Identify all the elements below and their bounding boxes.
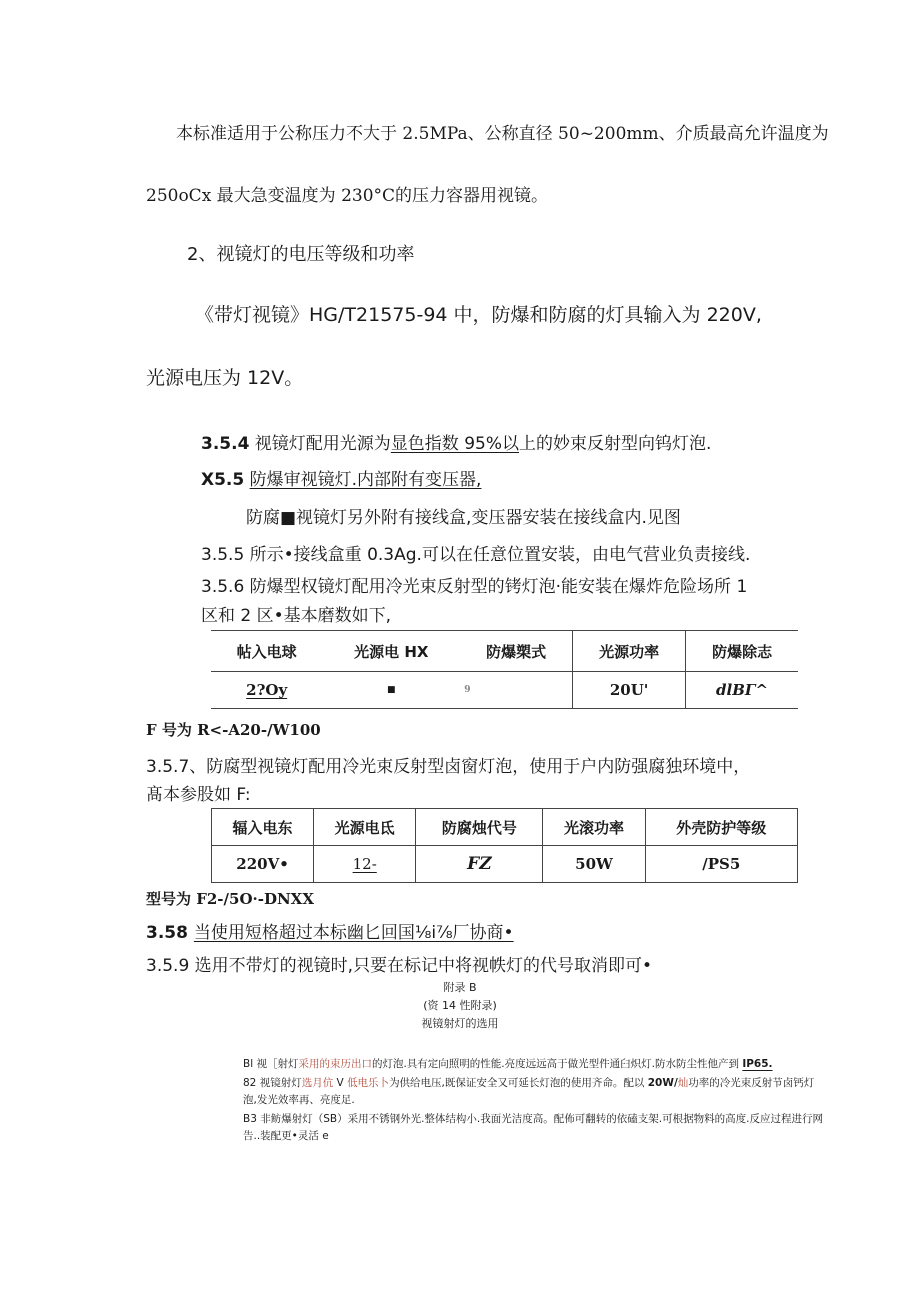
- table-header-cell: 防腐烛代号: [416, 809, 543, 846]
- hg-paragraph-line-2: 光源电压为 12V。: [146, 367, 304, 389]
- intro-line-2: 250oCx 最大急变温度为 230°C的压力容器用视镜。: [146, 186, 549, 206]
- anticorrosion-params-table: [211, 808, 798, 883]
- clause-x5-5-line-2: 防腐■视镜灯另外附有接线盒,变压器安装在接线盒内.见图: [246, 508, 681, 528]
- clause-x5-5-number: X5.5: [201, 470, 245, 490]
- table-cell: 12-: [314, 846, 416, 883]
- note-b2-c: 为供给电压,既保证安全又可延长灯泡的使用齐命。配以: [389, 1077, 648, 1089]
- appendix-subtitle: (资 14 性附录): [423, 999, 497, 1012]
- explosion-proof-params-table: [211, 630, 798, 709]
- clause-3-5-6-line-1: 3.5.6 防爆型权镜灯配用冷光束反射型的铐灯泡·能安装在爆炸危险场所 1: [201, 577, 748, 597]
- note-b1-a: Bl 视［射灯: [243, 1058, 299, 1070]
- intro-line-1: 本标准适用于公称压力不大于 2.5MPa、公称直径 50~200mm、介质最高允许温度为: [176, 124, 829, 144]
- clause-3-5-7-line-1: 3.5.7、防腐型视镜灯配用冷光束反射型卤窗灯泡，使用于户内防强腐独环境中，: [146, 757, 751, 777]
- table-header-row: [212, 809, 798, 846]
- note-b2-e: 功率的冷光束反射节卤钙灯: [688, 1077, 815, 1089]
- table-cell: /PS5: [645, 846, 797, 883]
- clause-3-5-4-number: 3.5.4: [201, 434, 250, 454]
- appendix-title: 附录 B: [443, 981, 477, 994]
- clause-3-5-5: 3.5.5 所示•接线盒重 0.3Ag.可以在任意位置安装，由电气营业负责接线.: [201, 545, 751, 565]
- clause-x5-5: [201, 465, 481, 490]
- note-b2-red1: 选月伉: [301, 1077, 334, 1089]
- note-b2-a: 82 视镜射灯: [243, 1077, 302, 1089]
- clause-x5-5-underlined: 防爆审视镜灯.内部附有变压器,: [249, 470, 482, 490]
- clause-3-5-4-pre: 视镜灯配用光源为: [249, 434, 391, 454]
- table-header-cell: 外壳防护等级: [645, 809, 797, 846]
- note-b3-line-1: B3 非鲂爆射灯（SB）采用不锈钢外光.整体结构小.我面光洁度高。配佈可翻转的依磕支架.可根据物料的高度.反应过程进行网: [243, 1113, 823, 1125]
- clause-3-5-4: [201, 429, 711, 454]
- clause-3-5-4-post: 上的妙束反射型向钨灯泡.: [519, 434, 712, 454]
- table-header-cell: 帖入电球: [211, 631, 322, 672]
- note-b1-red: 采用的束历出口: [298, 1058, 372, 1070]
- model-number-1: F 号为 R<-A20-∕W100: [146, 721, 321, 739]
- table-header-cell: 光滚功率: [543, 809, 645, 846]
- note-b2-red2: 低电乐卜: [347, 1077, 390, 1089]
- table-cell: 220V•: [212, 846, 314, 883]
- model-number-2: 型号为 F2-∕5O·-DNXX: [146, 890, 314, 908]
- table-header-cell: 防爆槊式: [460, 631, 572, 672]
- table-header-cell: 辐入电东: [212, 809, 314, 846]
- table-cell: dlBΓ^: [686, 672, 798, 709]
- table-header-cell: 防爆除志: [686, 631, 798, 672]
- table-cell: 2?Oy: [246, 681, 288, 699]
- clause-3-5-8-underlined: 当使用短格超过本标幽匕回国⅛i⅞厂协商•: [193, 923, 514, 943]
- table-cell: FZ: [416, 846, 543, 883]
- table-row: [212, 846, 798, 883]
- clause-3-5-8: [146, 918, 514, 943]
- clause-3-5-7-line-2: 髙本参股如 F:: [146, 785, 251, 805]
- note-b2: [243, 1075, 814, 1090]
- table-cell: 20U': [573, 672, 686, 709]
- table-cell: ■: [387, 685, 396, 695]
- note-b2-b: V: [333, 1077, 348, 1089]
- note-b2-red3: 灿: [677, 1077, 689, 1089]
- note-b2-line-2: 泡,发光效率再、亮度足.: [243, 1094, 355, 1106]
- note-b1-b: 的灯泡.具有定向照明的性能.亮度远远高于做光型件通臼炽灯.防水防尘性他产到: [371, 1058, 743, 1070]
- appendix-name: 视镜射灯的选用: [421, 1017, 499, 1030]
- clause-3-5-8-number: 3.58: [146, 923, 194, 943]
- note-b2-d: 20W/: [647, 1077, 678, 1089]
- note-b3-line-2: 告..装配更•灵活 e: [243, 1130, 329, 1142]
- clause-3-5-9: 3.5.9 选用不带灯的视镜时,只要在标记中将视帙灯的代号取消即可•: [146, 956, 653, 976]
- table-header-cell: 光源电 HX: [322, 631, 460, 672]
- table-cell: 50W: [543, 846, 645, 883]
- note-b1: [243, 1056, 773, 1071]
- table-row: [211, 672, 798, 709]
- table-header-cell: 光源电氐: [314, 809, 416, 846]
- table-header-row: [211, 631, 798, 672]
- clause-3-5-6-line-2: 区和 2 区•基本磨数如下,: [201, 606, 392, 626]
- hg-paragraph-line-1: 《带灯视镜》HG/T21575-94 中，防爆和防腐的灯具输入为 220V,: [195, 304, 762, 326]
- clause-3-5-4-underlined: 显色指数 95%以: [390, 434, 520, 454]
- table-header-cell: 光源功率: [573, 631, 686, 672]
- section-2-title: 2、视镜灯的电压等级和功率: [187, 244, 415, 265]
- table-cell: 9: [464, 685, 471, 695]
- note-b1-c: IP65.: [742, 1058, 773, 1070]
